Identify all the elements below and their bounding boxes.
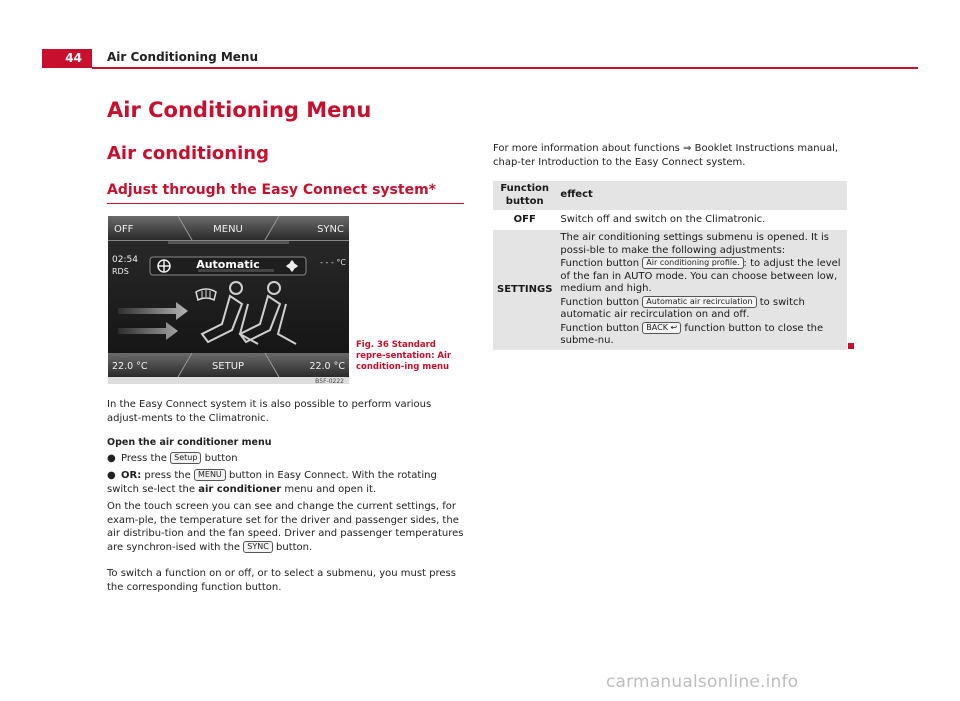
table-cell-effect: The air conditioning settings submenu is opened. It is possi-ble to make the following adjustments: Function button Air conditioning profile. : to adjust the level of the fan in AUTO mode. You can choose between low, medium and high. Function button Automatic air recirculation to switch automatic air recirculation on and off. Function button BACK ↩ function button to close the subme-nu. bbox=[556, 230, 847, 350]
table-cell-key: OFF bbox=[493, 210, 556, 230]
fan-low-icon bbox=[158, 260, 170, 272]
table-header-row bbox=[493, 181, 847, 210]
subsection-rule bbox=[107, 203, 464, 204]
climate-screen-figure bbox=[108, 216, 349, 384]
figure-code: B5F-0222 bbox=[315, 378, 344, 384]
figure-caption: Fig. 36 Standard repre-sentation: Air condition-ing menu bbox=[356, 340, 452, 372]
table-row bbox=[493, 210, 847, 230]
function-paragraph: To switch a function on or off, or to select a submenu, you must press the corresponding function button. bbox=[107, 568, 456, 593]
header-rule bbox=[92, 67, 918, 69]
screen-sync-label: SYNC bbox=[317, 224, 344, 235]
screen-time: 02:54 bbox=[112, 255, 138, 265]
running-title: Air Conditioning Menu bbox=[107, 50, 259, 64]
table-row bbox=[493, 230, 847, 350]
screen-menu-label: MENU bbox=[213, 224, 243, 235]
open-menu-subheading: Open the air conditioner menu bbox=[107, 437, 272, 448]
touchscreen-paragraph: On the touch screen you can see and change the current settings, for exam-ple, the temperature set for the driver and passenger sides, the air distribu-tion and the fan speed. Driver and passenger temperatures are synchron-ised with the SYNC button. bbox=[107, 501, 464, 553]
function-table bbox=[493, 181, 847, 350]
intro-paragraph: In the Easy Connect system it is also possible to perform various adjust-ments to the Climatronic. bbox=[107, 399, 432, 424]
screen-rds: RDS bbox=[112, 267, 129, 276]
section-end-marker bbox=[848, 343, 854, 349]
air-profile-key-label: Air conditioning profile. bbox=[642, 257, 743, 269]
menu-key-label: MENU bbox=[194, 469, 226, 481]
bullet-dot: ● bbox=[107, 470, 116, 481]
section-title: Air conditioning bbox=[107, 143, 269, 164]
screen-right-temp: 22.0 °C bbox=[309, 361, 345, 372]
recirculation-key-label: Automatic air recirculation bbox=[642, 296, 756, 308]
back-key-label: BACK ↩ bbox=[642, 322, 681, 334]
screen-setup-label: SETUP bbox=[211, 361, 245, 372]
table-header-function: Function button bbox=[493, 181, 556, 210]
table-header-effect: effect bbox=[556, 181, 847, 210]
screen-temp-dashes: - - - °C bbox=[320, 258, 346, 267]
watermark: carmanualsonline.info bbox=[606, 672, 799, 692]
climate-screen-svg bbox=[108, 216, 349, 384]
screen-mode: Automatic bbox=[196, 258, 260, 271]
sync-key-label: SYNC bbox=[243, 541, 273, 553]
page-number: 44 bbox=[65, 51, 82, 65]
table-cell-key: SETTINGS bbox=[493, 230, 556, 350]
setup-key-label: Setup bbox=[170, 452, 201, 464]
screen-left-temp: 22.0 °C bbox=[112, 361, 148, 372]
subsection-title: Adjust through the Easy Connect system* bbox=[107, 182, 436, 198]
more-info-paragraph: For more information about functions ⇒ Booklet Instructions manual, chap-ter Introduction to the Easy Connect system. bbox=[493, 143, 839, 168]
table-cell-effect: Switch off and switch on the Climatronic. bbox=[556, 210, 847, 230]
screen-off-label: OFF bbox=[114, 224, 134, 235]
chapter-title: Air Conditioning Menu bbox=[107, 98, 372, 122]
bullet-item-1: ● Press the Setup button bbox=[107, 453, 238, 464]
page-number-box bbox=[42, 49, 92, 68]
bullet-item-2: ● OR: press the MENU button in Easy Connect. With the rotating switch se-lect the air conditioner menu and open it. bbox=[107, 470, 437, 495]
bullet-dot: ● bbox=[107, 453, 116, 464]
